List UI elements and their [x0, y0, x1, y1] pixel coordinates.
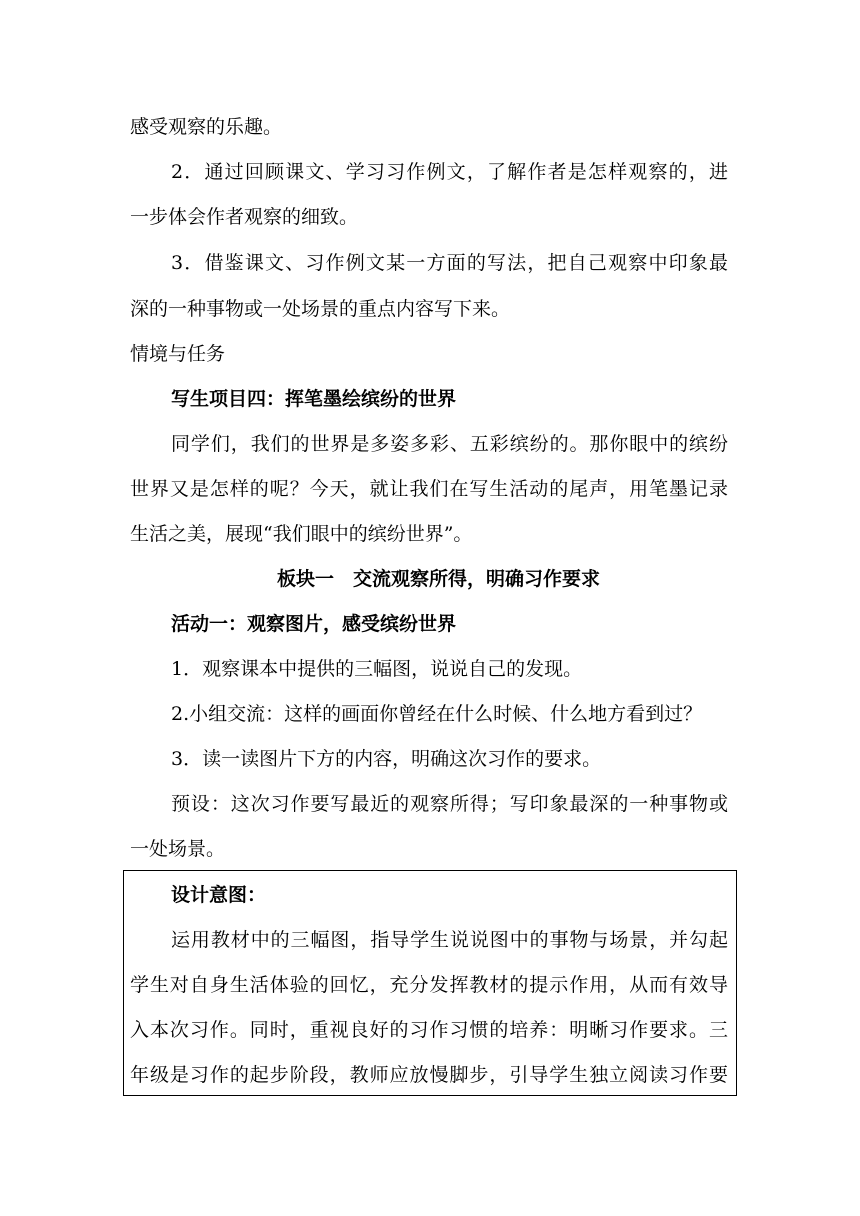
- goal-item-2-line-2: 一步体会作者观察的细致。: [130, 206, 359, 228]
- design-intent-label: 设计意图：: [171, 884, 267, 906]
- situation-para-line-1: 同学们，我们的世界是多姿多彩、五彩缤纷的。那你眼中的缤纷: [171, 433, 728, 455]
- step-2: 2.小组交流：这样的画面你曾经在什么时候、什么地方看到过？: [171, 703, 703, 725]
- project-title: 写生项目四：挥笔墨绘缤纷的世界: [171, 388, 457, 410]
- design-intent-line-4: 年级是习作的起步阶段，教师应放慢脚步，引导学生独立阅读习作要: [130, 1064, 728, 1086]
- step-3: 3．读一读图片下方的内容，明确这次习作的要求。: [171, 748, 602, 770]
- preset-line-2: 一处场景。: [130, 838, 226, 860]
- design-intent-line-3: 入本次习作。同时，重视良好的习作习惯的培养：明晰习作要求。三: [130, 1019, 728, 1041]
- activity-title: 活动一：观察图片，感受缤纷世界: [171, 613, 457, 635]
- goal-item-2-line-1: 2．通过回顾课文、学习习作例文，了解作者是怎样观察的，进: [171, 161, 728, 183]
- design-intent-line-2: 学生对自身生活体验的回忆，充分发挥教材的提示作用，从而有效导: [130, 974, 728, 996]
- section-title: 板块一 交流观察所得，明确习作要求: [277, 568, 601, 590]
- goal-line-0: 感受观察的乐趣。: [130, 116, 283, 138]
- preset-line-1: 预设：这次习作要写最近的观察所得；写印象最深的一种事物或: [171, 793, 728, 815]
- situation-para-line-3: 生活之美，展现“我们眼中的缤纷世界”。: [130, 523, 473, 545]
- goal-item-3-line-1: 3．借鉴课文、习作例文某一方面的写法，把自己观察中印象最: [171, 252, 728, 274]
- design-intent-line-1: 运用教材中的三幅图，指导学生说说图中的事物与场景，并勾起: [171, 929, 728, 951]
- goal-item-3-line-2: 深的一种事物或一处场景的重点内容写下来。: [130, 298, 511, 320]
- step-1: 1．观察课本中提供的三幅图，说说自己的发现。: [171, 658, 583, 680]
- situation-heading: 情境与任务: [130, 343, 226, 365]
- situation-para-line-2: 世界又是怎样的呢？今天，就让我们在写生活动的尾声，用笔墨记录: [130, 478, 728, 500]
